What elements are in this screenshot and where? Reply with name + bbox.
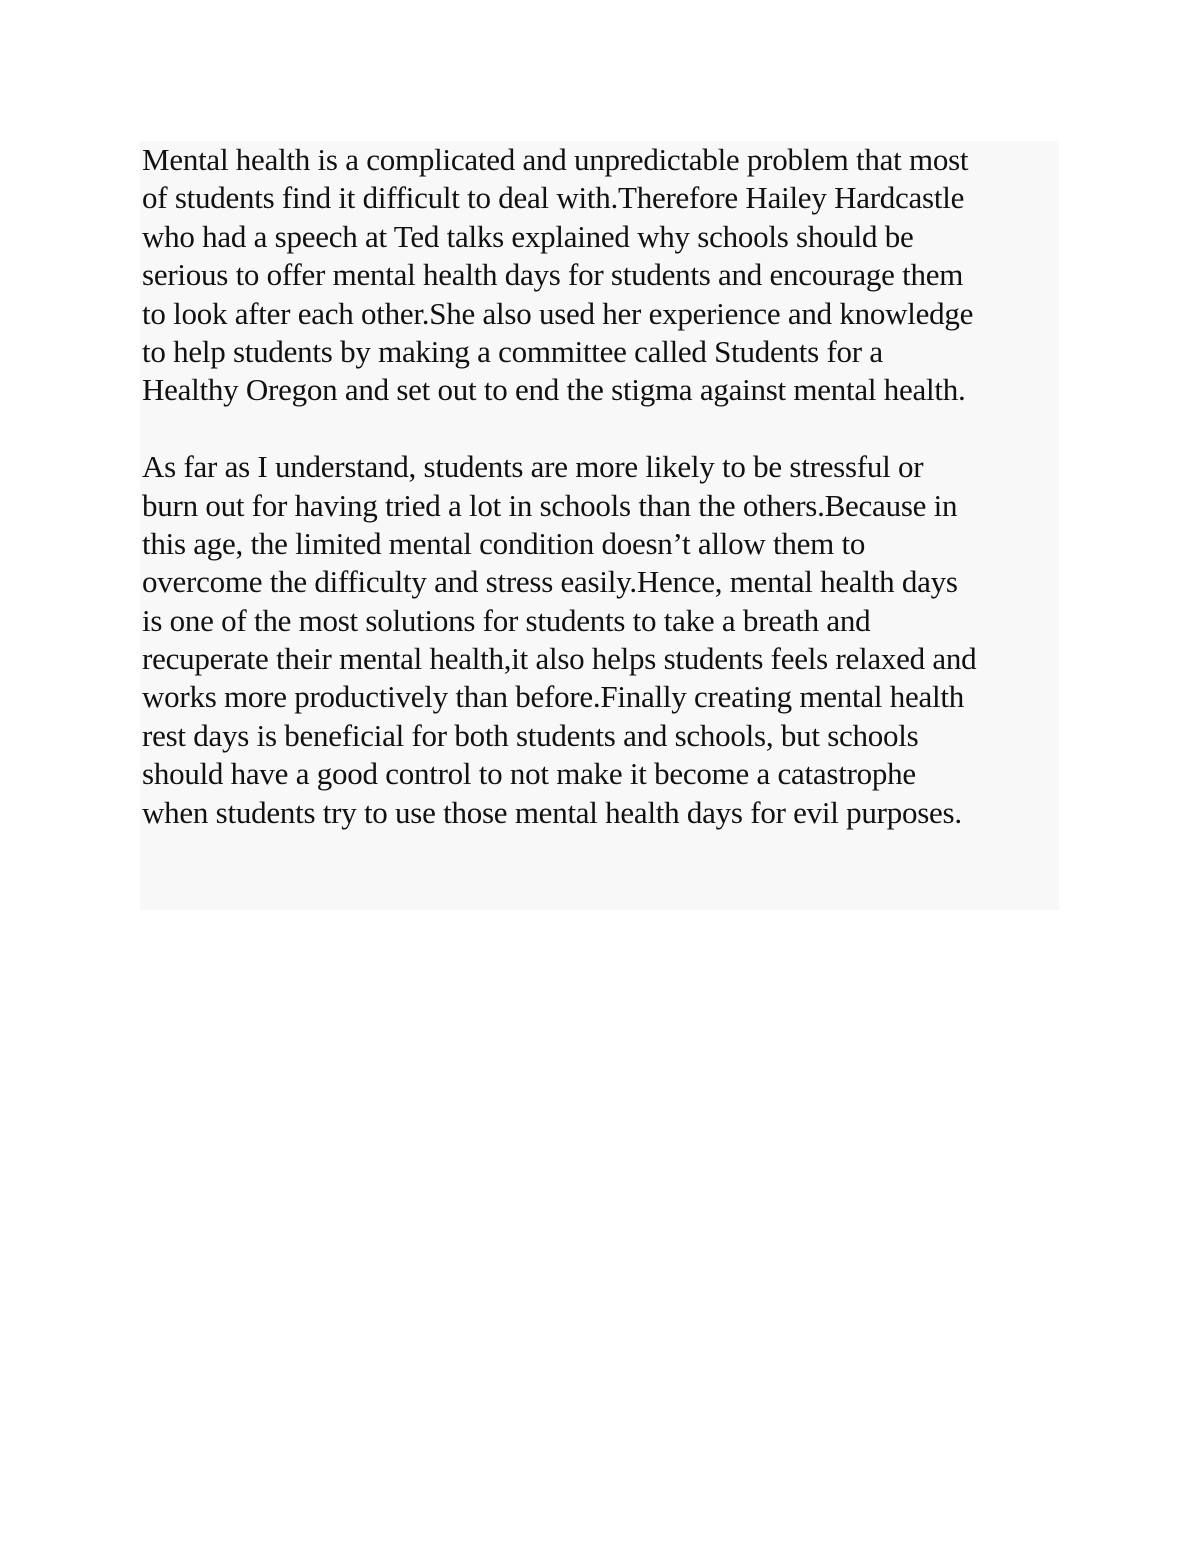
paragraph-2	[142, 448, 1059, 870]
paragraph-line: who had a speech at Ted talks explained why schools should be	[142, 218, 914, 254]
paragraph-line: As far as I understand, students are more likely to be stressful or	[142, 449, 924, 485]
paragraph-1	[142, 141, 1059, 410]
paragraph-line: this age, the limited mental condition doesn’t allow them to	[142, 525, 866, 561]
paragraph-line: Mental health is a complicated and unpredictable problem that most	[142, 142, 969, 177]
paragraph-line: of students find it difficult to deal with.Therefore Hailey Hardcastle	[142, 180, 965, 216]
paragraph-line	[142, 832, 1059, 870]
paragraph-line: when students try to use those mental health days for evil purposes.	[142, 794, 962, 830]
paragraph-line: is one of the most solutions for students to take a breath and	[142, 602, 871, 638]
paragraph-line: rest days is beneficial for both students and schools, but schools	[142, 717, 919, 753]
paragraph-line: recuperate their mental health,it also helps students feels relaxed and	[142, 641, 977, 677]
paragraph-line: serious to offer mental health days for students and encourage them	[142, 257, 964, 293]
text-block	[140, 141, 1059, 910]
paragraph-line: to help students by making a committee called Students for a	[142, 333, 883, 369]
paragraph-line: works more productively than before.Finally creating mental health	[142, 679, 964, 715]
paragraph-line: to look after each other.She also used her experience and knowledge	[142, 295, 974, 331]
paragraph-line: Healthy Oregon and set out to end the stigma against mental health.	[142, 372, 966, 408]
paragraph-line: burn out for having tried a lot in schools than the others.Because in	[142, 487, 958, 523]
paragraph-line: should have a good control to not make it become a catastrophe	[142, 756, 916, 792]
paragraph-line: overcome the difficulty and stress easily.Hence, mental health days	[142, 564, 958, 600]
